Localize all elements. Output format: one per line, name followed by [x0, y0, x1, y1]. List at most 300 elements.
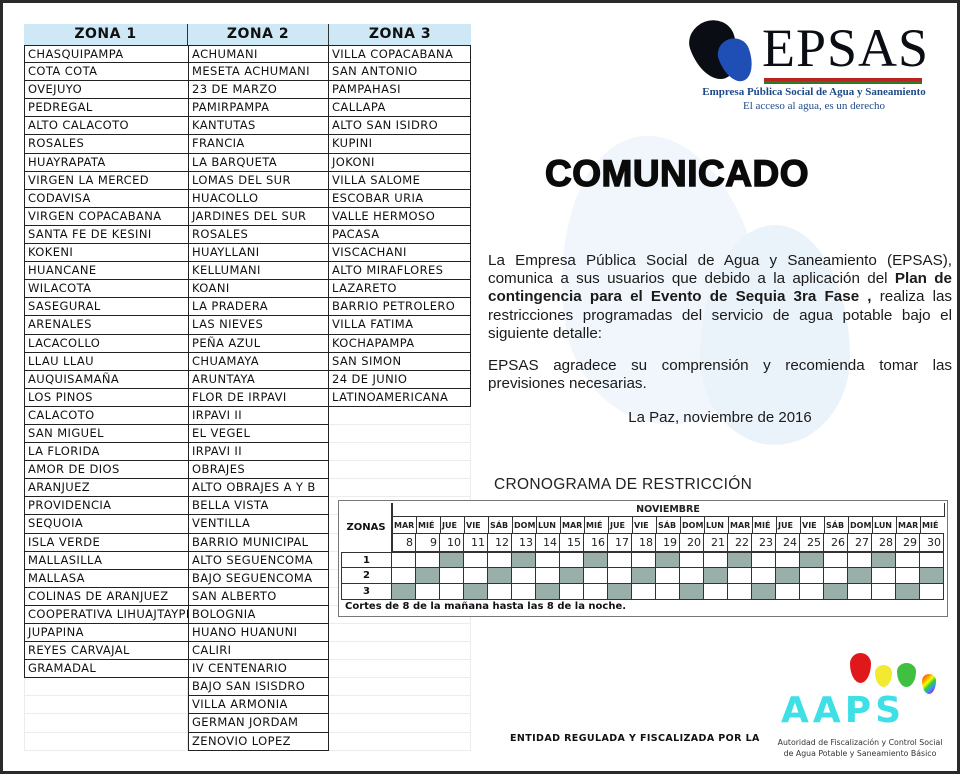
table-cell-zona2: IRPAVI II — [188, 407, 329, 425]
service-day-cell — [680, 552, 704, 568]
table-cell-zona1: SEQUOIA — [24, 515, 188, 533]
drop-icon-wiphala — [922, 674, 936, 694]
drop-icon-red — [850, 653, 871, 683]
table-cell-zona1: ARANJUEZ — [24, 479, 188, 497]
service-day-cell — [512, 568, 536, 584]
table-cell-zona1: CODAVISA — [24, 190, 188, 208]
service-day-cell — [584, 584, 608, 600]
notice-paragraph-2: EPSAS agradece su comprensión y recomienda tomar las previsiones necesarias. — [488, 357, 952, 393]
table-cell-zona3: KUPINI — [329, 135, 471, 153]
table-cell-zona3: ALTO SAN ISIDRO — [329, 117, 471, 135]
table-row — [24, 624, 471, 642]
aaps-logo — [775, 650, 945, 765]
cut-day-cell — [752, 584, 776, 600]
table-cell-zona2: BARRIO MUNICIPAL — [188, 534, 329, 552]
table-cell-zona2: EL VEGEL — [188, 425, 329, 443]
cut-day-cell — [536, 584, 560, 600]
service-day-cell — [560, 552, 584, 568]
cut-day-cell — [824, 584, 848, 600]
service-day-cell — [752, 552, 776, 568]
day-column — [680, 517, 704, 552]
table-cell-zona3 — [329, 678, 471, 696]
zone-row — [341, 552, 944, 568]
table-cell-zona2: IRPAVI II — [188, 443, 329, 461]
table-cell-zona3 — [329, 425, 471, 443]
notice-text: realiza las restricciones programadas del servicio de agua potable bajo el siguiente detalle: — [488, 288, 953, 342]
table-row — [24, 353, 471, 371]
day-column — [824, 517, 848, 552]
day-number: 30 — [920, 534, 944, 552]
table-cell-zona1 — [24, 733, 188, 751]
table-row — [24, 262, 471, 280]
service-day-cell — [488, 584, 512, 600]
service-day-cell — [728, 568, 752, 584]
table-row — [24, 63, 471, 81]
table-cell-zona1: SASEGURAL — [24, 298, 188, 316]
table-cell-zona1: CHASQUIPAMPA — [24, 45, 188, 63]
service-day-cell — [920, 552, 944, 568]
table-cell-zona1: ARENALES — [24, 316, 188, 334]
day-name: MAR — [896, 517, 920, 534]
table-cell-zona2: KANTUTAS — [188, 117, 329, 135]
day-name: SÁB — [656, 517, 680, 534]
table-row — [24, 389, 471, 407]
service-day-cell — [584, 568, 608, 584]
service-day-cell — [464, 552, 488, 568]
service-day-cell — [800, 568, 824, 584]
day-name: MIÉ — [416, 517, 440, 534]
table-cell-zona1: COLINAS DE ARANJUEZ — [24, 588, 188, 606]
table-cell-zona2: HUACOLLO — [188, 190, 329, 208]
cut-day-cell — [800, 552, 824, 568]
table-cell-zona1: MALLASA — [24, 570, 188, 588]
table-cell-zona3: BARRIO PETROLERO — [329, 298, 471, 316]
table-cell-zona2: HUAYLLANI — [188, 244, 329, 262]
zone-number: 1 — [341, 552, 392, 568]
service-day-cell — [800, 584, 824, 600]
day-number: 21 — [704, 534, 728, 552]
service-day-cell — [872, 568, 896, 584]
day-name: JUE — [776, 517, 800, 534]
table-cell-zona2: VENTILLA — [188, 515, 329, 533]
epsas-fullname: Empresa Pública Social de Agua y Saneamiento — [702, 86, 926, 98]
service-day-cell — [776, 584, 800, 600]
day-column — [512, 517, 536, 552]
table-cell-zona3: JOKONI — [329, 154, 471, 172]
notice-bold-text: Plan de contingencia para el Evento de Sequia 3ra Fase , — [488, 270, 952, 306]
table-row — [24, 208, 471, 226]
service-day-cell — [776, 552, 800, 568]
table-cell-zona2: ZENOVIO LOPEZ — [188, 733, 329, 751]
service-day-cell — [392, 552, 416, 568]
table-cell-zona2: BOLOGNIA — [188, 606, 329, 624]
service-day-cell — [440, 584, 464, 600]
table-row — [24, 135, 471, 153]
table-cell-zona3 — [329, 624, 471, 642]
aaps-fullname-1: Autoridad de Fiscalización y Control Social — [777, 738, 943, 747]
day-number: 18 — [632, 534, 656, 552]
epsas-slogan: El acceso al agua, es un derecho — [742, 100, 885, 112]
day-name: MIÉ — [752, 517, 776, 534]
day-column — [752, 517, 776, 552]
table-cell-zona3: VILLA COPACABANA — [329, 45, 471, 63]
place-date: La Paz, noviembre de 2016 — [628, 409, 812, 426]
table-cell-zona1: ROSALES — [24, 135, 188, 153]
table-cell-zona3 — [329, 642, 471, 660]
day-number: 22 — [728, 534, 752, 552]
schedule-footnote: Cortes de 8 de la mañana hasta las 8 de la noche. — [345, 601, 627, 612]
service-day-cell — [416, 584, 440, 600]
table-cell-zona3: LAZARETO — [329, 280, 471, 298]
day-column — [392, 517, 416, 552]
table-row — [24, 81, 471, 99]
day-name: MIÉ — [920, 517, 944, 534]
cut-day-cell — [872, 552, 896, 568]
cut-day-cell — [728, 552, 752, 568]
cut-day-cell — [560, 568, 584, 584]
table-cell-zona3 — [329, 660, 471, 678]
service-day-cell — [608, 552, 632, 568]
table-cell-zona2: BAJO SEGUENCOMA — [188, 570, 329, 588]
table-cell-zona3 — [329, 479, 471, 497]
table-cell-zona2: LA BARQUETA — [188, 154, 329, 172]
table-cell-zona2: FRANCIA — [188, 135, 329, 153]
day-name: DOM — [848, 517, 872, 534]
day-column — [416, 517, 440, 552]
restriction-schedule — [338, 500, 948, 617]
table-cell-zona1: OVEJUYO — [24, 81, 188, 99]
table-cell-zona1: VIRGEN LA MERCED — [24, 172, 188, 190]
table-cell-zona1: HUAYRAPATA — [24, 154, 188, 172]
table-cell-zona1: COTA COTA — [24, 63, 188, 81]
day-number: 19 — [656, 534, 680, 552]
day-name: VIE — [800, 517, 824, 534]
table-cell-zona2: ALTO SEGUENCOMA — [188, 552, 329, 570]
day-number: 26 — [824, 534, 848, 552]
day-number: 20 — [680, 534, 704, 552]
header-zona-2: ZONA 2 — [188, 24, 329, 45]
table-cell-zona1: HUANCANE — [24, 262, 188, 280]
table-cell-zona3: LATINOAMERICANA — [329, 389, 471, 407]
table-row — [24, 154, 471, 172]
table-cell-zona2: LA PRADERA — [188, 298, 329, 316]
service-day-cell — [536, 568, 560, 584]
table-cell-zona2: ACHUMANI — [188, 45, 329, 63]
table-row — [24, 371, 471, 389]
table-row — [24, 678, 471, 696]
zone-number: 2 — [341, 568, 392, 584]
service-day-cell — [680, 568, 704, 584]
table-row — [24, 642, 471, 660]
cut-day-cell — [656, 552, 680, 568]
table-cell-zona3: VILLA FATIMA — [329, 316, 471, 334]
table-cell-zona3 — [329, 443, 471, 461]
table-cell-zona3 — [329, 714, 471, 732]
cut-day-cell — [680, 584, 704, 600]
table-row — [24, 461, 471, 479]
service-day-cell — [656, 568, 680, 584]
day-name: JUE — [608, 517, 632, 534]
table-cell-zona1: LA FLORIDA — [24, 443, 188, 461]
table-cell-zona1 — [24, 678, 188, 696]
service-day-cell — [440, 568, 464, 584]
table-cell-zona2: SAN ALBERTO — [188, 588, 329, 606]
table-cell-zona2: JARDINES DEL SUR — [188, 208, 329, 226]
table-cell-zona3: 24 DE JUNIO — [329, 371, 471, 389]
table-row — [24, 226, 471, 244]
table-cell-zona2: OBRAJES — [188, 461, 329, 479]
table-row — [24, 172, 471, 190]
table-cell-zona3 — [329, 733, 471, 751]
day-number: 8 — [392, 534, 416, 552]
cut-day-cell — [464, 584, 488, 600]
table-cell-zona1: WILACOTA — [24, 280, 188, 298]
service-day-cell — [920, 584, 944, 600]
table-cell-zona2: CHUAMAYA — [188, 353, 329, 371]
table-cell-zona1: SANTA FE DE KESINI — [24, 226, 188, 244]
table-cell-zona2: CALIRI — [188, 642, 329, 660]
aaps-wordmark: AAPS — [781, 690, 906, 731]
day-column — [560, 517, 584, 552]
day-name: MAR — [392, 517, 416, 534]
table-cell-zona2: 23 DE MARZO — [188, 81, 329, 99]
table-cell-zona2: LOMAS DEL SUR — [188, 172, 329, 190]
service-day-cell — [848, 552, 872, 568]
day-column — [776, 517, 800, 552]
table-cell-zona3 — [329, 696, 471, 714]
table-cell-zona3: VALLE HERMOSO — [329, 208, 471, 226]
table-row — [24, 335, 471, 353]
day-name: MAR — [728, 517, 752, 534]
table-cell-zona3: VILLA SALOME — [329, 172, 471, 190]
table-cell-zona2: KELLUMANI — [188, 262, 329, 280]
table-row — [24, 117, 471, 135]
table-cell-zona1: ALTO CALACOTO — [24, 117, 188, 135]
table-cell-zona3: SAN ANTONIO — [329, 63, 471, 81]
day-number: 27 — [848, 534, 872, 552]
header-zona-1: ZONA 1 — [24, 24, 188, 45]
table-cell-zona1: VIRGEN COPACABANA — [24, 208, 188, 226]
table-cell-zona2: ARUNTAYA — [188, 371, 329, 389]
day-number: 29 — [896, 534, 920, 552]
regulated-by-text: ENTIDAD REGULADA Y FISCALIZADA POR LA — [510, 733, 760, 744]
table-cell-zona1: KOKENI — [24, 244, 188, 262]
table-row — [24, 443, 471, 461]
table-cell-zona3: KOCHAPAMPA — [329, 335, 471, 353]
table-cell-zona2: PEÑA AZUL — [188, 335, 329, 353]
table-cell-zona1: GRAMADAL — [24, 660, 188, 678]
header-zona-3: ZONA 3 — [368, 26, 432, 42]
day-number: 28 — [872, 534, 896, 552]
table-cell-zona1 — [24, 714, 188, 732]
cut-day-cell — [440, 552, 464, 568]
table-cell-zona3: SAN SIMON — [329, 353, 471, 371]
day-column — [584, 517, 608, 552]
day-name: VIE — [464, 517, 488, 534]
table-cell-zona2: HUANO HUANUNI — [188, 624, 329, 642]
zones-table — [24, 24, 471, 751]
table-cell-zona2: FLOR DE IRPAVI — [188, 389, 329, 407]
table-cell-zona2: MESETA ACHUMANI — [188, 63, 329, 81]
table-row — [24, 190, 471, 208]
service-day-cell — [704, 552, 728, 568]
table-row — [24, 99, 471, 117]
table-cell-zona1: PEDREGAL — [24, 99, 188, 117]
cut-day-cell — [632, 568, 656, 584]
day-number: 15 — [560, 534, 584, 552]
day-name: LUN — [704, 517, 728, 534]
table-row — [24, 696, 471, 714]
zone-rows — [341, 552, 944, 600]
table-cell-zona2: LAS NIEVES — [188, 316, 329, 334]
day-number: 10 — [440, 534, 464, 552]
table-cell-zona1: LACACOLLO — [24, 335, 188, 353]
day-column — [800, 517, 824, 552]
day-name: LUN — [536, 517, 560, 534]
cut-day-cell — [488, 568, 512, 584]
day-name: SÁB — [824, 517, 848, 534]
service-day-cell — [560, 584, 584, 600]
table-cell-zona1: AMOR DE DIOS — [24, 461, 188, 479]
day-name: MIÉ — [584, 517, 608, 534]
service-day-cell — [512, 584, 536, 600]
day-column — [920, 517, 944, 552]
day-column — [464, 517, 488, 552]
table-row — [24, 407, 471, 425]
service-day-cell — [488, 552, 512, 568]
cut-day-cell — [704, 568, 728, 584]
table-cell-zona1: REYES CARVAJAL — [24, 642, 188, 660]
service-day-cell — [896, 568, 920, 584]
day-column — [704, 517, 728, 552]
cut-day-cell — [608, 584, 632, 600]
zonas-label: ZONAS — [346, 522, 386, 533]
day-column — [896, 517, 920, 552]
service-day-cell — [656, 584, 680, 600]
day-number: 17 — [608, 534, 632, 552]
day-name: JUE — [440, 517, 464, 534]
month-label: NOVIEMBRE — [392, 503, 945, 517]
cut-day-cell — [584, 552, 608, 568]
zones-table-body — [24, 45, 471, 751]
table-cell-zona2: IV CENTENARIO — [188, 660, 329, 678]
table-cell-zona1: ISLA VERDE — [24, 534, 188, 552]
table-cell-zona3: ALTO MIRAFLORES — [329, 262, 471, 280]
table-cell-zona1: PROVIDENCIA — [24, 497, 188, 515]
day-column — [872, 517, 896, 552]
table-cell-zona3: ESCOBAR URIA — [329, 190, 471, 208]
zone-row — [341, 568, 944, 584]
day-number: 14 — [536, 534, 560, 552]
table-cell-zona3: VISCACHANI — [329, 244, 471, 262]
table-cell-zona1: LOS PINOS — [24, 389, 188, 407]
day-column — [728, 517, 752, 552]
day-number: 25 — [800, 534, 824, 552]
day-name: SÁB — [488, 517, 512, 534]
service-day-cell — [728, 584, 752, 600]
table-cell-zona2: BAJO SAN ISISDRO — [188, 678, 329, 696]
table-cell-zona2: ALTO OBRAJES A Y B — [188, 479, 329, 497]
day-headers — [392, 517, 944, 552]
table-cell-zona1: AUQUISAMAÑA — [24, 371, 188, 389]
service-day-cell — [536, 552, 560, 568]
day-column — [848, 517, 872, 552]
cut-day-cell — [416, 568, 440, 584]
drop-icon-green — [897, 663, 916, 687]
table-cell-zona1: JUPAPINA — [24, 624, 188, 642]
drop-icon-yellow — [875, 665, 892, 687]
cut-day-cell — [512, 552, 536, 568]
day-column — [608, 517, 632, 552]
day-name: LUN — [872, 517, 896, 534]
table-cell-zona1: LLAU LLAU — [24, 353, 188, 371]
table-cell-zona1: CALACOTO — [24, 407, 188, 425]
notice-paragraph-1 — [488, 252, 952, 343]
service-day-cell — [872, 584, 896, 600]
table-cell-zona2: KOANI — [188, 280, 329, 298]
table-row — [24, 660, 471, 678]
table-row — [24, 45, 471, 63]
table-cell-zona3 — [329, 461, 471, 479]
zones-table-header — [24, 24, 471, 45]
table-cell-zona3: CALLAPA — [329, 99, 471, 117]
aaps-fullname-2: de Agua Potable y Saneamiento Básico — [783, 749, 937, 758]
day-number: 24 — [776, 534, 800, 552]
service-day-cell — [632, 584, 656, 600]
table-cell-zona2: GERMAN JORDAM — [188, 714, 329, 732]
service-day-cell — [896, 552, 920, 568]
table-row — [24, 244, 471, 262]
table-cell-zona1: MALLASILLA — [24, 552, 188, 570]
day-column — [536, 517, 560, 552]
day-number: 16 — [584, 534, 608, 552]
table-cell-zona2: PAMIRPAMPA — [188, 99, 329, 117]
service-day-cell — [464, 568, 488, 584]
cut-day-cell — [776, 568, 800, 584]
day-column — [488, 517, 512, 552]
flag-stripe — [764, 78, 922, 84]
service-day-cell — [416, 552, 440, 568]
notice-text: La Empresa Pública Social de Agua y Saneamiento (EPSAS), comunica a sus usuarios que debido a la aplicación del — [488, 252, 952, 288]
schedule-title: CRONOGRAMA DE RESTRICCIÓN — [494, 476, 753, 493]
day-number: 13 — [512, 534, 536, 552]
service-day-cell — [752, 568, 776, 584]
day-name: VIE — [632, 517, 656, 534]
service-day-cell — [704, 584, 728, 600]
table-row — [24, 733, 471, 751]
cut-day-cell — [392, 584, 416, 600]
cut-day-cell — [848, 568, 872, 584]
day-number: 9 — [416, 534, 440, 552]
zone-number: 3 — [341, 584, 392, 600]
epsas-logo — [690, 12, 930, 112]
day-name: MAR — [560, 517, 584, 534]
table-cell-zona3: PAMPAHASI — [329, 81, 471, 99]
service-day-cell — [608, 568, 632, 584]
notice-title: COMUNICADO — [545, 153, 809, 194]
table-row — [24, 425, 471, 443]
service-day-cell — [848, 584, 872, 600]
table-cell-zona1 — [24, 696, 188, 714]
day-column — [440, 517, 464, 552]
table-cell-zona2: VILLA ARMONIA — [188, 696, 329, 714]
table-row — [24, 479, 471, 497]
table-row — [24, 280, 471, 298]
table-cell-zona3: PACASA — [329, 226, 471, 244]
day-column — [632, 517, 656, 552]
day-number: 23 — [752, 534, 776, 552]
table-row — [24, 298, 471, 316]
